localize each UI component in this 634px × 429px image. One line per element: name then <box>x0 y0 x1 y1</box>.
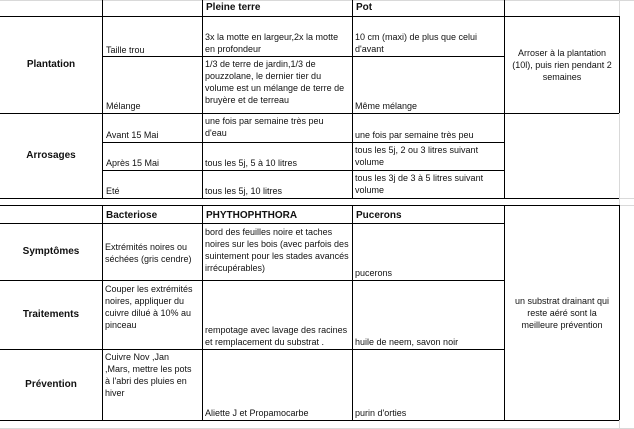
group-label-arrosages-text: Arrosages <box>26 150 76 161</box>
cell-avant-15-mai-pot-text: une fois par semaine très peu <box>355 130 474 140</box>
row-label-symptomes <box>0 224 102 280</box>
cell-apres-15-mai-pot: tous les 5j, 2 ou 3 litres suivant volume <box>355 145 479 167</box>
cell-prevention-phytophthora-text: Aliette J et Propamocarbe <box>205 408 309 418</box>
cell-prevention-pucerons-text: purin d'orties <box>355 408 407 418</box>
row-label-prevention <box>0 350 102 420</box>
col-header-pot: Pot <box>356 2 373 13</box>
row-label-prevention-text: Prévention <box>25 379 77 390</box>
cell-prevention-phytophthora <box>205 350 350 419</box>
row-label-avant-15-mai <box>106 114 200 141</box>
row-label-avant-15-mai-text: Avant 15 Mai <box>106 130 159 140</box>
cell-traitements-pucerons-text: huile de neem, savon noir <box>355 337 459 347</box>
group-label-arrosages <box>0 114 102 198</box>
row-label-ete <box>106 171 200 197</box>
prevention-note <box>508 206 616 420</box>
cell-ete-pleine-terre-text: tous les 5j, 10 litres <box>205 186 283 196</box>
cell-melange-pot-text: Même mélange <box>355 101 418 111</box>
cell-symptomes-phytophthora: bord des feuilles noire et taches noires sur les bois (avec parfois des suintement pour les stades avancés irrécupérables) <box>205 227 349 273</box>
cell-ete-pleine-terre <box>205 171 347 197</box>
cell-traitements-pucerons <box>355 281 501 348</box>
row-label-traitements <box>0 281 102 349</box>
row-label-taille-trou-text: Taille trou <box>106 45 145 55</box>
cell-traitements-bacteriose: Couper les extrémités noires, appliquer du cuivre dilué à 10% au pinceau <box>105 284 193 330</box>
cell-symptomes-bacteriose: Extrémités noires ou séchées (gris cendre) <box>105 242 192 264</box>
col-header-bacteriose: Bacteriose <box>106 210 158 221</box>
prevention-note-text: un substrat drainant qui reste aéré sont la meilleure prévention <box>514 296 610 330</box>
col-header-phytophthora: PHYTHOPHTHORA <box>206 210 298 221</box>
cell-prevention-bacteriose: Cuivre Nov ,Jan ,Mars, mettre les pots à l'abri des pluies en hiver <box>105 352 192 398</box>
row-label-taille-trou <box>106 17 200 56</box>
group-label-plantation <box>0 17 102 113</box>
cell-traitements-phytophthora-text: rempotage avec lavage des racines et remplacement du substrat . <box>205 325 348 347</box>
cell-avant-15-mai-pot <box>355 114 501 141</box>
cell-taille-trou-pleine-terre: 3x la motte en largeur,2x la motte en profondeur <box>205 32 339 54</box>
group-label-plantation-text: Plantation <box>26 59 76 70</box>
col-header-pleine-terre: Pleine terre <box>206 2 261 13</box>
cell-prevention-pucerons <box>355 350 501 419</box>
cell-melange-pleine-terre: 1/3 de terre de jardin,1/3 de pouzzolane, le dernier tier du volume est un mélange de terre de bruyère et de terreau <box>205 59 345 105</box>
col-header-pucerons: Pucerons <box>356 210 402 221</box>
plantation-note-text: Arroser à la plantation (10l), puis rien pendant 2 semaines <box>512 48 612 82</box>
plantation-note <box>508 17 616 113</box>
cell-traitements-phytophthora <box>205 281 350 348</box>
cell-apres-15-mai-pleine-terre-text: tous les 5j, 5 à 10 litres <box>205 158 298 168</box>
cell-ete-pot: tous les 3j de 3 à 5 litres suivant volume <box>355 173 484 195</box>
row-label-melange <box>106 57 200 112</box>
cell-symptomes-pucerons <box>355 224 501 279</box>
row-label-symptomes-text: Symptômes <box>22 246 80 257</box>
cell-avant-15-mai-pleine-terre: une fois par semaine très peu d'eau <box>205 116 324 138</box>
cell-symptomes-pucerons-text: pucerons <box>355 268 393 278</box>
cell-apres-15-mai-pleine-terre <box>205 143 347 169</box>
row-label-traitements-text: Traitements <box>22 309 80 320</box>
row-label-melange-text: Mélange <box>106 101 141 111</box>
row-label-apres-15-mai <box>106 143 200 169</box>
row-label-ete-text: Eté <box>106 186 120 196</box>
cell-melange-pot <box>355 57 501 112</box>
row-label-apres-15-mai-text: Après 15 Mai <box>106 158 160 168</box>
cell-taille-trou-pot: 10 cm (maxi) de plus que celui d'avant <box>355 32 478 54</box>
